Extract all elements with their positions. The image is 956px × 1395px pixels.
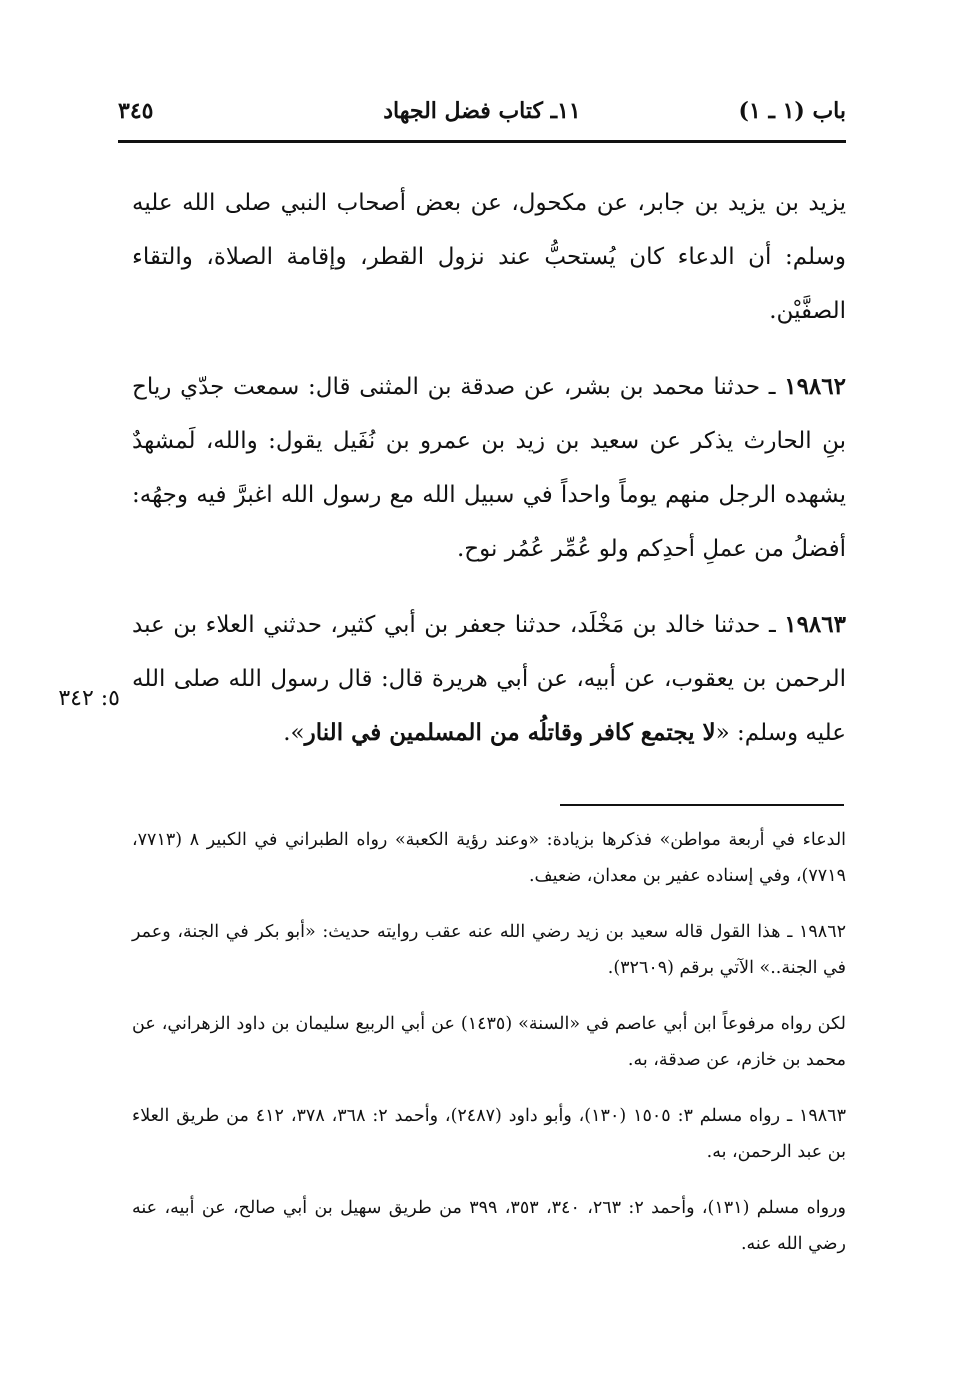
hadith-closing: ». [283, 720, 305, 746]
book-title: ١١ـ كتاب فضل الجهاد [383, 98, 581, 124]
paragraph-continuation: يزيد بن يزيد بن جابر، عن مكحول، عن بعض أصحاب النبي صلى الله عليه وسلم: أن الدعاء كان يُستحبُّ عند نزول القطر، وإقامة الصلاة، والتقاء الصفَّيْن. [132, 190, 846, 324]
footnote-item: ١٩٨٦٢ ـ هذا القول قاله سعيد بن زيد رضي الله عنه عقب روايته حديث: «أبو بكر في الجنة، وعمر في الجنة..» الآتي برقم (٣٢٦٠٩). [132, 922, 846, 978]
footnote-item: ١٩٨٦٣ ـ رواه مسلم ٣: ١٥٠٥ (١٣٠)، وأبو داود (٢٤٨٧)، وأحمد ٢: ٣٦٨، ٣٧٨، ٤١٢ من طريق العلاء بن عبد الرحمن، به. [132, 1106, 846, 1162]
chapter-label: باب (١ ـ ١) [738, 98, 846, 124]
hadith-text: ـ حدثنا محمد بن بشر، عن صدقة بن المثنى قال: سمعت جدّي رياح بنِ الحارث يذكر عن سعيد بن زيد بن عمرو بن نُفَيل يقول: والله، لَمشهدٌ يشهده الرجل منهم يوماً واحداً في سبيل الله مع رسول الله اغبرَّ فيه وجهُه: أفضلُ من عملِ أحدِكم ولو عُمِّر عُمُر نوح. [132, 374, 846, 562]
footnote-item: الدعاء في أربعة مواطن» فذكرها بزيادة: «وعند رؤية الكعبة» رواه الطبراني في الكبير ٨ (٧٧١٣، ٧٧١٩)، وفي إسناده عفير بن معدان، ضعيف. [132, 830, 847, 886]
hadith-text: ـ حدثنا خالد بن مَخْلَد، حدثنا جعفر بن أبي كثير، حدثني العلاء بن عبد الرحمن بن يعقوب، عن أبيه، عن أبي هريرة قال: قال رسول الله صلى الله عليه وسلم: « [132, 612, 846, 746]
main-text [132, 176, 846, 782]
hadith-19863 [132, 598, 846, 760]
margin-reference: ٥: ٣٤٢ [58, 686, 120, 711]
hadith-number: ١٩٨٦٢ [784, 373, 846, 400]
hadith-matn: لا يجتمع كافر وقاتلُه من المسلمين في النار [304, 719, 716, 746]
footnote-rule [560, 804, 844, 806]
header-rule [118, 140, 846, 143]
running-header [118, 92, 846, 136]
footnote-item: ورواه مسلم (١٣١)، وأحمد ٢: ٢٦٣، ٣٤٠، ٣٥٣، ٣٩٩ من طريق سهيل بن أبي صالح، عن أبيه، عنه رضي الله عنه. [132, 1198, 846, 1254]
footnotes [132, 822, 846, 1282]
footnote-item: لكن رواه مرفوعاً ابن أبي عاصم في «السنة» (١٤٣٥) عن أبي الربيع سليمان بن داود الزهراني، عن محمد بن خازم، عن صدقة، به. [132, 1014, 846, 1070]
hadith-19862 [132, 360, 846, 576]
page-number: ٣٤٥ [118, 98, 154, 124]
hadith-number: ١٩٨٦٣ [784, 611, 846, 638]
